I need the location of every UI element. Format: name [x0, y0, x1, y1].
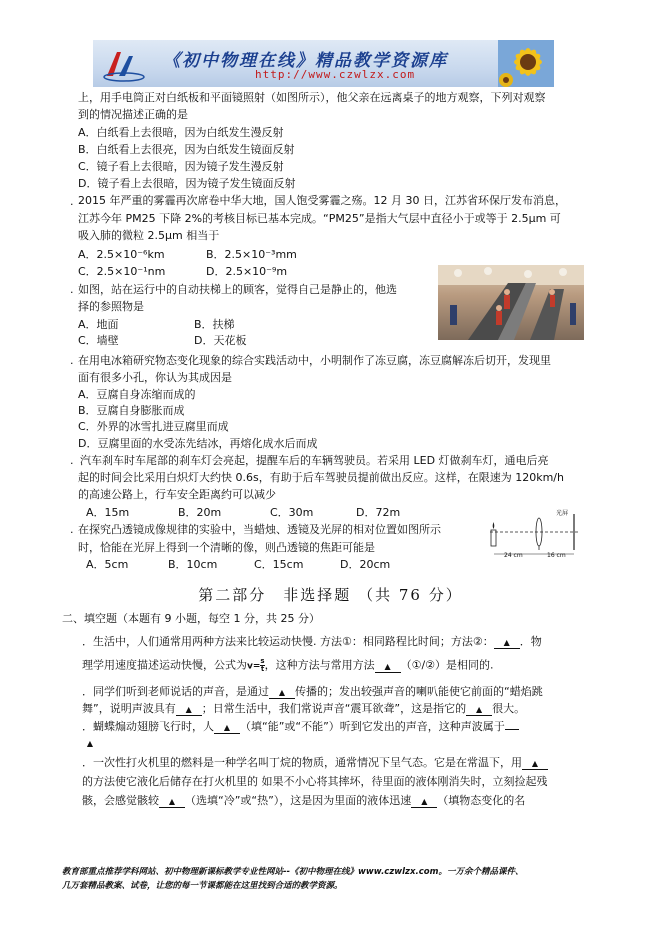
question-escalator-line-1: 如图，站在运行中的自动扶梯上的顾客，觉得自己是静止的，他选 [78, 283, 397, 296]
question-pm25-line-1: 2015 年严重的雾霾再次席卷中华大地，国人饱受雾霾之殇。12 月 30 日，江苏省环保厅发布消息， [78, 194, 566, 207]
answer-blank[interactable] [505, 729, 519, 730]
section-title: 第二部分 非选择题 （共 76 分） [198, 586, 463, 604]
question-butterfly-text-1: ．蝴蝶煽动翅膀飞行时，人 [82, 720, 214, 733]
sunflower-icon [498, 40, 554, 87]
option-d: D．镜子看上去很暗，因为镜子发生镜面反射 [78, 177, 296, 190]
option-d: D．豆腐里面的水受冻先结冰，再熔化成水后而成 [78, 437, 318, 450]
option-b: B．白纸看上去很亮，因为白纸发生镜面反射 [78, 143, 295, 156]
option-b: B．2.5×10⁻³mm [206, 248, 297, 261]
question-pm25-line-3: 吸入肺的微粒 2.5μm 相当于 [78, 229, 220, 242]
option-d: D．20cm [340, 558, 391, 571]
site-logo-icon [101, 46, 147, 82]
option-a: A．2.5×10⁻⁶km [78, 248, 165, 261]
answer-blank[interactable]: ▲ [214, 723, 240, 734]
answer-blank[interactable]: ▲ [375, 662, 401, 673]
question-lighter-line-2: 的方法使它液化后储存在打火机里的 如果不小心将其摔坏，待里面的液体刚消失时，立刻捡起残 [82, 775, 548, 788]
question-lighter-line-1 [82, 756, 548, 770]
question-butterfly-line-2 [82, 736, 98, 750]
question-lens-line-1: 在探究凸透镜成像规律的实验中，当蜡烛、透镜及光屏的相对位置如图所示 [78, 523, 441, 536]
question-speed-text-1: ．生活中，人们通常用两种方法来比较运动快慢. 方法①：相同路程比时间；方法②： [82, 635, 494, 648]
header-banner [93, 40, 554, 87]
question-butterfly-line-1 [82, 720, 519, 734]
distance-left-label: 24 cm [504, 552, 523, 559]
answer-blank[interactable]: ▲ [159, 797, 185, 808]
escalator-photo [438, 265, 584, 340]
footer-line-1: 教育部重点推荐学科网站、初中物理新课标教学专业性网站--《初中物理在线》www.czwlzx.com。一万余个精品课件、 [62, 867, 524, 877]
distance-right-label: 16 cm [547, 552, 566, 559]
question-speed-text-2b: ，这种方法与常用方法 [264, 658, 375, 672]
option-d: D．天花板 [194, 334, 247, 347]
answer-blank[interactable]: ▲ [466, 705, 492, 716]
option-b: B．豆腐自身膨胀而成 [78, 404, 185, 417]
question-lighter-text-3b: （选填“冷”或“热”），这是因为里面的液体迅速 [185, 794, 412, 807]
question-bullet: . [70, 283, 74, 296]
question-lighter-text-3: 骸，会感觉骸较 [82, 794, 159, 807]
footer-line-2: 几万套精品教案、试卷，让您的每一节课都能在这里找到合适的教学资源。 [62, 881, 343, 891]
option-c: C．2.5×10⁻¹nm [78, 265, 166, 278]
answer-blank[interactable]: ▲ [269, 688, 295, 699]
question-lighter-line-3 [82, 794, 525, 808]
question-butterfly-text-1b: （填“能”或“不能”）听到它发出的声音，这种声波属于 [240, 720, 505, 733]
option-c: C．镜子看上去很暗，因为镜子发生漫反射 [78, 160, 284, 173]
option-a: A．地面 [78, 318, 119, 331]
screen-label: 光屏 [556, 510, 569, 517]
option-c: C．15cm [254, 558, 304, 571]
question-led-line-2: 起的时间会比采用白炽灯大约快 0.6s，有助于后车驾驶员提前做出反应。这样，在限速为 120km/h [78, 471, 564, 484]
question-sound-text-2b: ；日常生活中，我们常说声音“震耳欲聋”，这是指它的 [201, 702, 467, 715]
question-speed-line-1 [82, 635, 542, 649]
question-sound-text-1: ．同学们听到老师说话的声音，是通过 [82, 685, 269, 698]
question-speed-line-2 [82, 658, 494, 674]
formula-v: v= [247, 661, 261, 672]
candle-icon [491, 530, 496, 546]
question-sound-text-2c: 很大。 [492, 702, 526, 715]
question-light-stem-2: 到的情况描述正确的是 [78, 108, 188, 121]
option-c: C．墙壁 [78, 334, 119, 347]
answer-blank[interactable]: ▲ [176, 705, 202, 716]
option-a: A．5cm [86, 558, 129, 571]
option-b: B．10cm [168, 558, 218, 571]
answer-blank[interactable]: ▲ [494, 638, 520, 649]
option-c: C．外界的冰雪扎进豆腐里而成 [78, 420, 229, 433]
option-c: C．30m [270, 506, 314, 519]
question-lighter-text-1: ．一次性打火机里的燃料是一种学名叫丁烷的物质，通常情况下呈气态。它是在常温下，用 [82, 756, 522, 769]
question-led-line-1: 汽车刹车时车尾部的刹车灯会亮起，提醒车后的车辆驾驶员。若采用 LED 灯做刹车灯，通电后亮 [80, 454, 549, 467]
question-sound-text-2: 舞”，说明声波具有 [82, 702, 176, 715]
option-a: A．白纸看上去很暗，因为白纸发生漫反射 [78, 126, 284, 139]
question-bullet: . [70, 454, 74, 467]
question-speed-text-2c: （①/②）是相同的. [400, 658, 494, 672]
option-a: A．豆腐自身冻缩而成的 [78, 388, 196, 401]
question-sound-line-1 [82, 685, 543, 699]
section-heading: 二、填空题（本题有 9 小题，每空 1 分，共 25 分） [62, 612, 320, 625]
answer-blank[interactable]: ▲ [411, 797, 437, 808]
question-led-line-3: 的高速公路上，行车安全距离约可以减少 [78, 488, 276, 501]
question-tofu-line-1: 在用电冰箱研究物态变化现象的综合实践活动中，小明制作了冻豆腐，冻豆腐解冻后切开，发现里 [78, 354, 551, 367]
option-a: A．15m [86, 506, 130, 519]
question-sound-line-2 [82, 702, 525, 716]
lens-experiment-figure [484, 508, 586, 560]
formula-denominator: t [260, 665, 265, 673]
question-lighter-text-3c: （填物态变化的名 [437, 794, 526, 807]
option-b: B．扶梯 [194, 318, 235, 331]
question-speed-text-2: 理学用速度描述运动快慢，公式为 [82, 658, 247, 672]
answer-blank[interactable]: ▲ [86, 739, 94, 748]
question-tofu-line-2: 面有很多小孔，你认为其成因是 [78, 371, 232, 384]
question-bullet: . [70, 195, 74, 208]
question-bullet: . [70, 523, 74, 536]
option-d: D．72m [356, 506, 401, 519]
question-pm25-line-2: 江苏今年 PM25 下降 2%的考核目标已基本完成。“PM25”是指大气层中直径小于或等于 2.5μm 可 [78, 212, 561, 225]
banner-url[interactable]: http://www.czwlzx.com [255, 68, 416, 81]
question-speed-text-1b: ．物 [519, 635, 542, 648]
question-bullet: . [70, 354, 74, 367]
option-d: D．2.5×10⁻⁹m [206, 265, 288, 278]
question-escalator-line-2: 择的参照物是 [78, 300, 144, 313]
banner-title: 《初中物理在线》精品教学资源库 [163, 51, 448, 71]
formula-numerator: s [260, 657, 265, 665]
question-lens-line-2: 时，恰能在光屏上得到一个清晰的像，则凸透镜的焦距可能是 [78, 541, 375, 554]
answer-blank[interactable]: ▲ [522, 759, 548, 770]
question-sound-text-1b: 传播的；发出较强声音的喇叭能使它前面的“蜡焰跳 [295, 685, 543, 698]
question-light-stem: 上，用手电筒正对白纸板和平面镜照射（如图所示），他父亲在远离桌子的地方观察，下列对观察 [78, 91, 546, 104]
option-b: B．20m [178, 506, 222, 519]
